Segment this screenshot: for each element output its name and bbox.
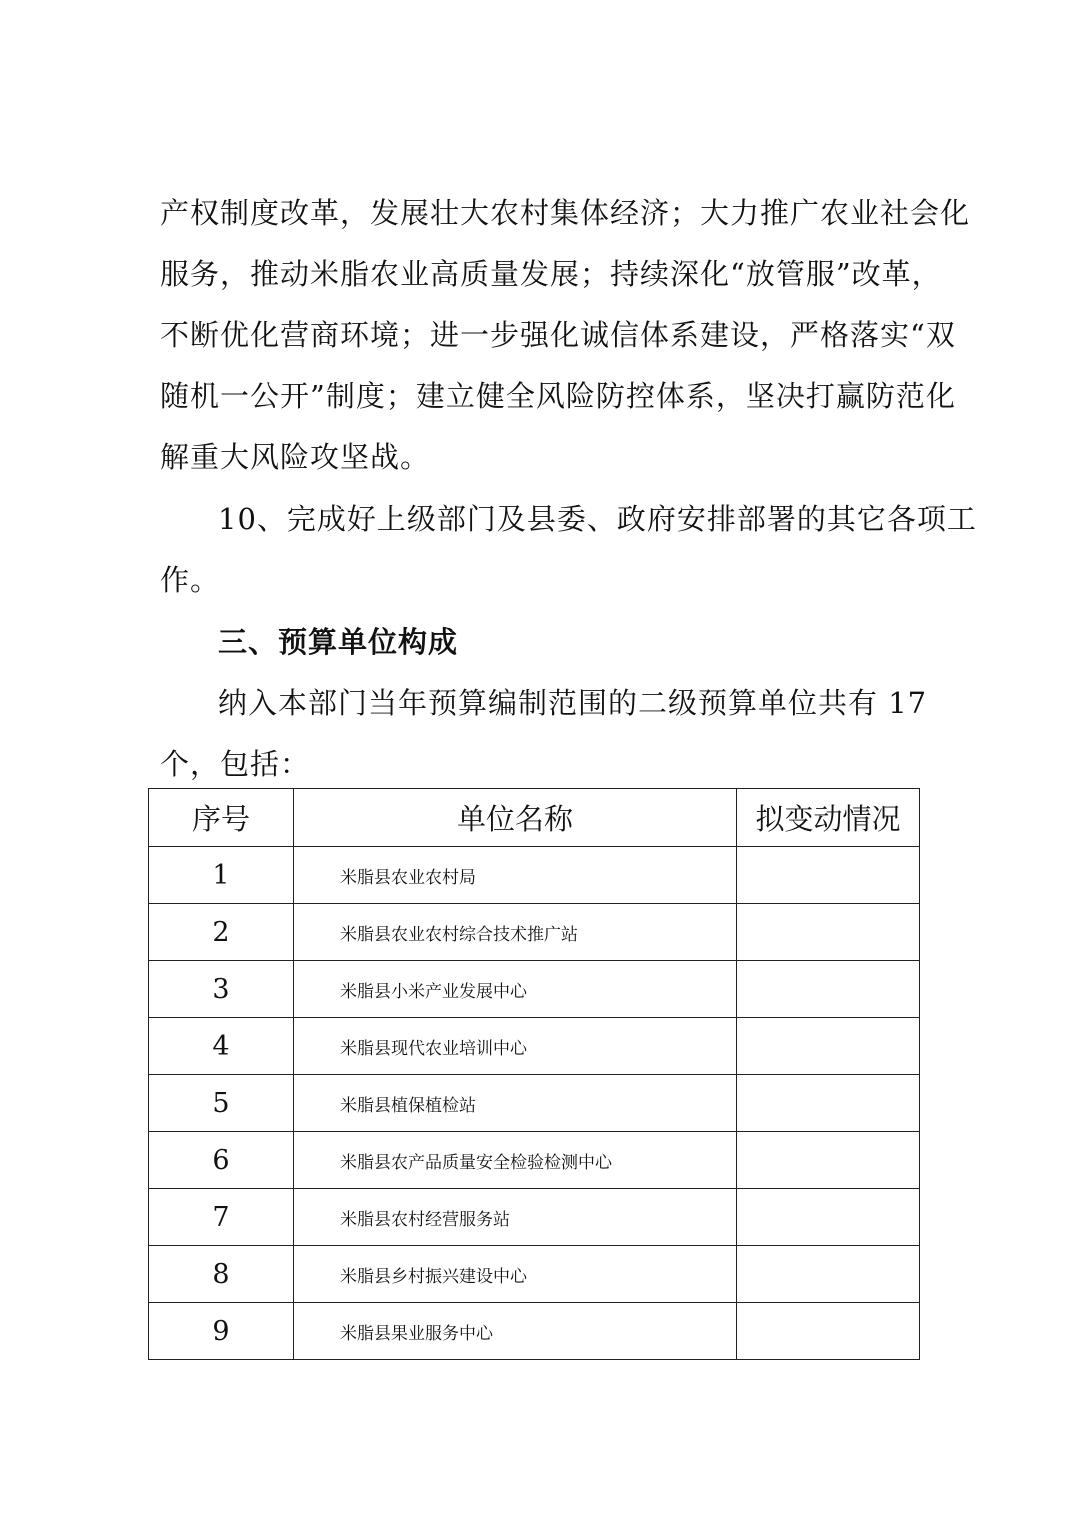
table-row [149,1189,920,1246]
change-cell [737,847,920,904]
change-cell [737,1303,920,1360]
unit-name: 米脂县农业农村综合技术推广站 [294,904,737,961]
change-cell [737,961,920,1018]
unit-name: 米脂县现代农业培训中心 [294,1018,737,1075]
text-line: 纳入本部门当年预算编制范围的二级预算单位共有 17 [218,686,928,720]
table-row [149,1303,920,1360]
unit-name: 米脂县农产品质量安全检验检测中心 [294,1132,737,1189]
row-index: 9 [149,1303,294,1360]
text-line: 10、完成好上级部门及县委、政府安排部署的其它各项工 [218,502,977,536]
row-index: 7 [149,1189,294,1246]
change-cell [737,1018,920,1075]
row-index: 6 [149,1132,294,1189]
unit-name: 米脂县果业服务中心 [294,1303,737,1360]
text-line: 作。 [160,563,221,597]
text-line: 随机一公开”制度；建立健全风险防控体系，坚决打赢防范化 [160,379,956,413]
unit-name: 米脂县乡村振兴建设中心 [294,1246,737,1303]
change-cell [737,1189,920,1246]
column-header-index: 序号 [149,789,294,847]
paragraph-reform-tasks [160,183,971,488]
row-index: 5 [149,1075,294,1132]
table-row [149,847,920,904]
table-header-row [149,789,920,847]
table-row [149,1018,920,1075]
section-heading: 三、预算单位构成 [218,625,459,659]
text-line: 产权制度改革，发展壮大农村集体经济；大力推广农业社会化 [160,196,971,230]
paragraph-unit-count [160,673,930,795]
change-cell [737,1075,920,1132]
text-line: 个，包括： [160,747,311,781]
table-row [149,1246,920,1303]
text-line: 服务，推动米脂农业高质量发展；持续深化“放管服”改革， [160,257,942,291]
row-index: 3 [149,961,294,1018]
unit-name: 米脂县农村经营服务站 [294,1189,737,1246]
unit-name: 米脂县农业农村局 [294,847,737,904]
change-cell [737,1246,920,1303]
text-line: 不断优化营商环境；进一步强化诚信体系建设，严格落实“双 [160,318,956,352]
row-index: 4 [149,1018,294,1075]
change-cell [737,904,920,961]
row-index: 8 [149,1246,294,1303]
table-row [149,904,920,961]
column-header-unit-name: 单位名称 [294,789,737,847]
column-header-change: 拟变动情况 [737,789,920,847]
row-index: 2 [149,904,294,961]
budget-units-table [148,788,920,1360]
text-line: 解重大风险攻坚战。 [160,440,431,474]
table-row [149,1075,920,1132]
unit-name: 米脂县植保植检站 [294,1075,737,1132]
table-row [149,961,920,1018]
paragraph-item-10 [160,489,977,611]
unit-name: 米脂县小米产业发展中心 [294,961,737,1018]
change-cell [737,1132,920,1189]
row-index: 1 [149,847,294,904]
table-row [149,1132,920,1189]
